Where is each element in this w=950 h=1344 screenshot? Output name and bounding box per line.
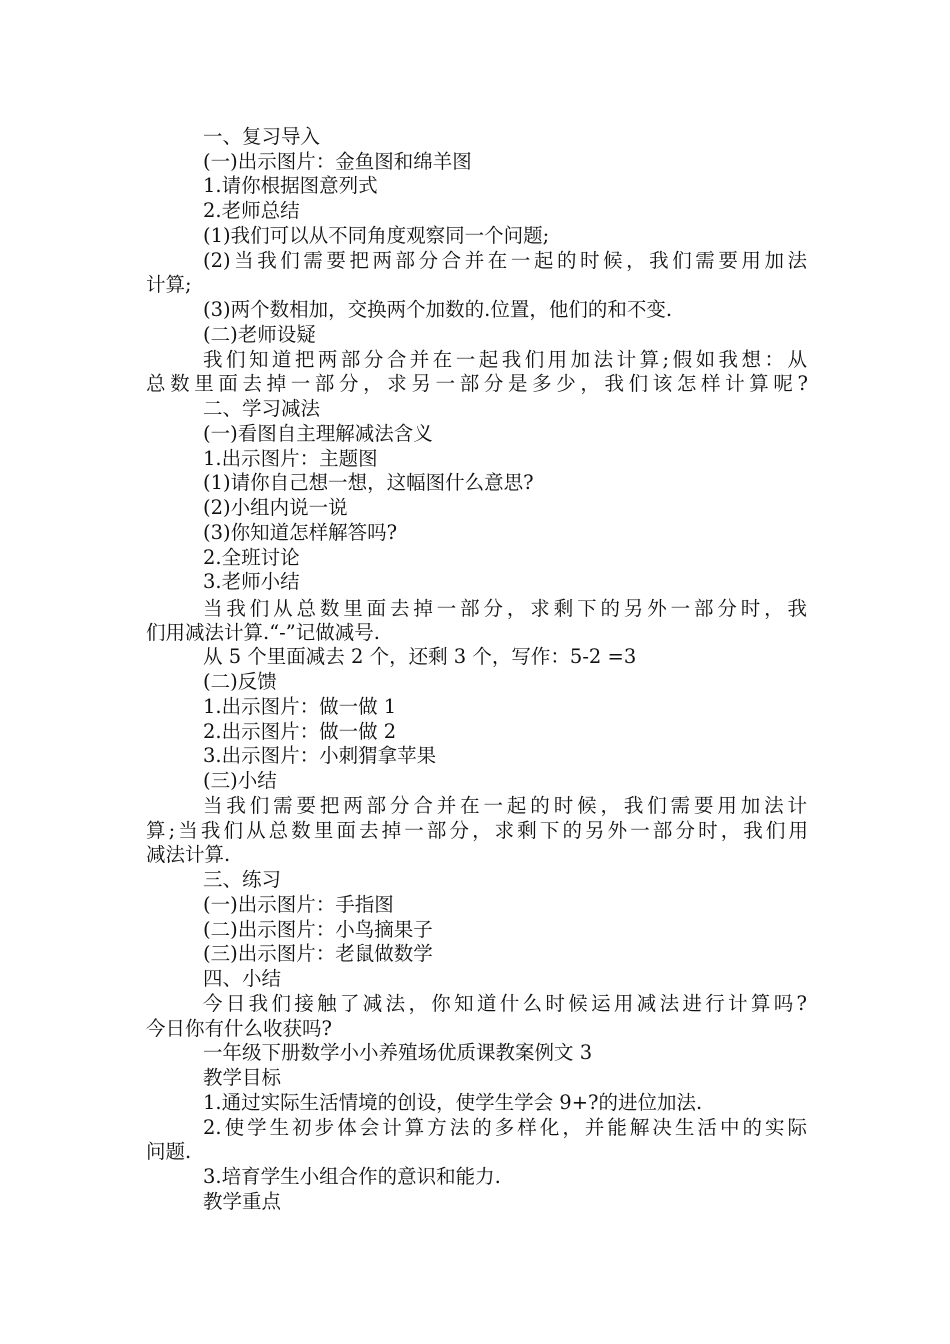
text-line: 从 5 个里面减去 2 个，还剩 3 个，写作：5-2 =3 — [203, 645, 637, 668]
text-line: (2)小组内说一说 — [203, 496, 348, 519]
text-line: 1.通过实际生活情境的创设，使学生学会 9+?的进位加法. — [203, 1091, 703, 1114]
heading-practice: 三、练习 — [203, 868, 282, 891]
text-line: 2.全班讨论 — [203, 546, 300, 569]
paragraph-line: 2.使学生初步体会计算方法的多样化，并能解决生活中的实际 — [203, 1116, 807, 1139]
paragraph-line: 算;当我们从总数里面去掉一部分，求剩下的另外一部分时，我们用 — [146, 819, 808, 842]
paragraph-line: 们用减法计算.“-”记做减号. — [146, 621, 380, 644]
text-line: 3.出示图片：小刺猬拿苹果 — [203, 744, 437, 767]
heading-summary: 四、小结 — [203, 967, 282, 990]
text-line: (三)小结 — [203, 769, 277, 792]
text-line: (二)出示图片：小鸟摘果子 — [203, 918, 433, 941]
heading-teaching-focus: 教学重点 — [203, 1190, 282, 1213]
paragraph-line: 当我们需要把两部分合并在一起的时候，我们需要用加法计 — [203, 794, 807, 817]
text-line: 2.出示图片：做一做 2 — [203, 720, 397, 743]
text-line: (3)你知道怎样解答吗? — [203, 521, 398, 544]
paragraph-line: 减法计算. — [146, 843, 231, 866]
text-line: (一)出示图片：手指图 — [203, 893, 394, 916]
paragraph-line: 当我们从总数里面去掉一部分，求剩下的另外一部分时，我 — [203, 597, 807, 620]
heading-review-intro: 一、复习导入 — [203, 125, 321, 148]
text-line: (1)请你自己想一想，这幅图什么意思? — [203, 471, 534, 494]
text-line: (3)两个数相加，交换两个加数的.位置，他们的和不变. — [203, 298, 673, 321]
text-line: (1)我们可以从不同角度观察同一个问题; — [203, 224, 550, 247]
lesson-title: 一年级下册数学小小养殖场优质课教案例文 3 — [203, 1041, 593, 1064]
paragraph-line: 问题. — [146, 1140, 192, 1163]
text-line: 1.出示图片：做一做 1 — [203, 695, 397, 718]
paragraph-line: 今日我们接触了减法，你知道什么时候运用减法进行计算吗? — [203, 992, 807, 1015]
text-line: (二)老师设疑 — [203, 323, 316, 346]
heading-teaching-goals: 教学目标 — [203, 1066, 282, 1089]
paragraph-line: 总数里面去掉一部分，求另一部分是多少，我们该怎样计算呢? — [146, 372, 808, 395]
text-line: (一)出示图片：金鱼图和绵羊图 — [203, 150, 472, 173]
paragraph-line: 我们知道把两部分合并在一起我们用加法计算;假如我想：从 — [203, 348, 807, 371]
text-line: (二)反馈 — [203, 670, 277, 693]
paragraph-line: (2)当我们需要把两部分合并在一起的时候，我们需要用加法 — [203, 249, 807, 272]
text-line: (一)看图自主理解减法含义 — [203, 422, 433, 445]
text-line: (三)出示图片：老鼠做数学 — [203, 942, 433, 965]
heading-learn-subtraction: 二、学习减法 — [203, 397, 321, 420]
text-line: 1.出示图片：主题图 — [203, 447, 378, 470]
paragraph-line: 今日你有什么收获吗? — [146, 1017, 332, 1040]
text-line: 3.老师小结 — [203, 570, 300, 593]
text-line: 2.老师总结 — [203, 199, 300, 222]
text-line: 1.请你根据图意列式 — [203, 174, 378, 197]
paragraph-line: 计算; — [146, 273, 192, 296]
text-line: 3.培育学生小组合作的意识和能力. — [203, 1165, 501, 1188]
